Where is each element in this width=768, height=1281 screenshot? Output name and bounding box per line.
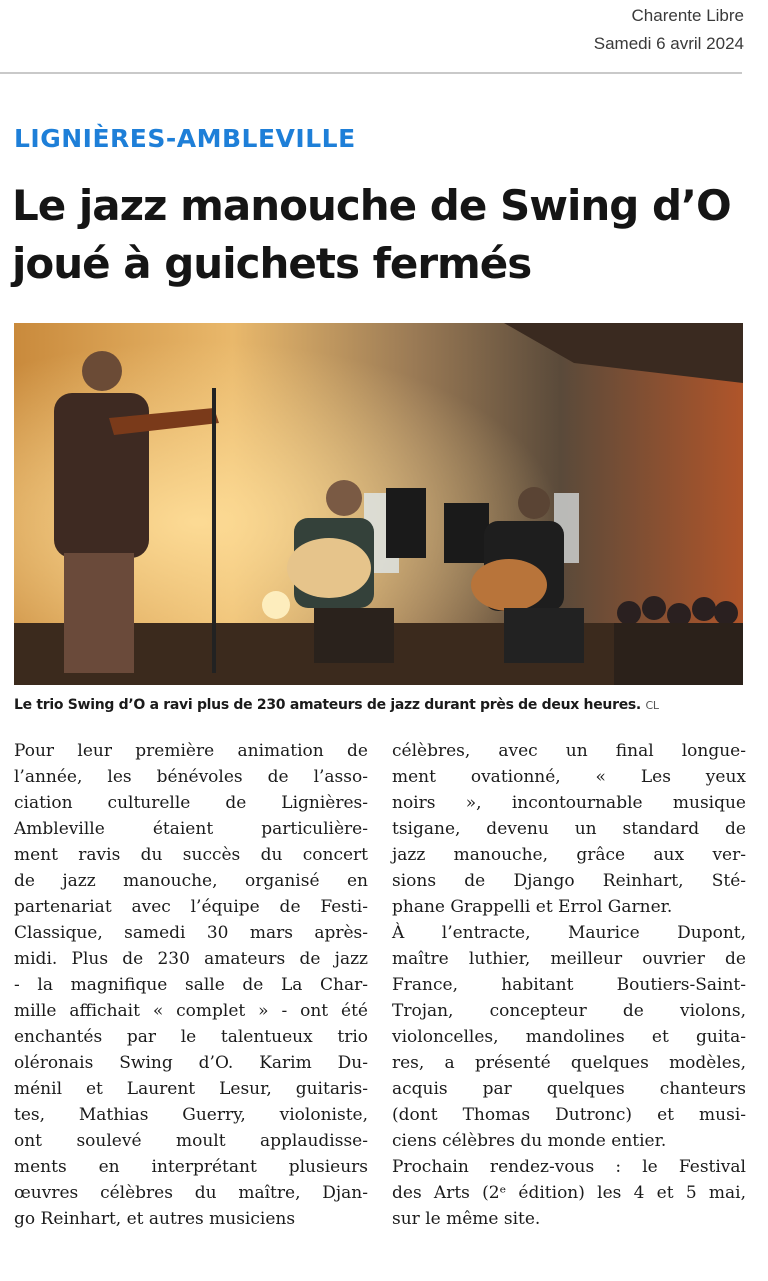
body-line: ont soulevé moult applaudisse- bbox=[14, 1131, 368, 1151]
body-line: tsigane, devenu un standard de bbox=[392, 819, 746, 839]
body-line: Classique, samedi 30 mars après- bbox=[14, 923, 368, 943]
concert-photo bbox=[14, 323, 743, 685]
body-line: sur le même site. bbox=[392, 1209, 541, 1229]
photo-credit: CL bbox=[645, 699, 659, 712]
body-line: l’année, les bénévoles de l’asso- bbox=[14, 767, 368, 787]
body-line: partenariat avec l’équipe de Festi- bbox=[14, 897, 368, 917]
section-kicker: LIGNIÈRES-AMBLEVILLE bbox=[14, 124, 356, 153]
article-column-1 bbox=[14, 738, 368, 1232]
caption-text: Le trio Swing d’O a ravi plus de 230 amateurs de jazz durant près de deux heures. bbox=[14, 697, 641, 713]
body-line: sions de Django Reinhart, Sté- bbox=[392, 871, 746, 891]
body-line: ciens célèbres du monde entier. bbox=[392, 1131, 667, 1151]
body-line: res, a présenté quelques modèles, bbox=[392, 1053, 746, 1073]
body-line: œuvres célèbres du maître, Djan- bbox=[14, 1183, 368, 1203]
body-line: enchantés par le talentueux trio bbox=[14, 1027, 368, 1047]
body-line: ménil et Laurent Lesur, guitaris- bbox=[14, 1079, 368, 1099]
body-line: Ambleville étaient particulière- bbox=[14, 819, 368, 839]
body-line: oléronais Swing d’O. Karim Du- bbox=[14, 1053, 368, 1073]
body-line: violoncelles, mandolines et guita- bbox=[392, 1027, 746, 1047]
body-line: ciation culturelle de Lignières- bbox=[14, 793, 368, 813]
body-line: France, habitant Boutiers-Saint- bbox=[392, 975, 746, 995]
body-line: À l’entracte, Maurice Dupont, bbox=[392, 923, 746, 943]
body-line: Pour leur première animation de bbox=[14, 741, 368, 761]
body-line: phane Grappelli et Errol Garner. bbox=[392, 897, 673, 917]
body-line: Trojan, concepteur de violons, bbox=[392, 1001, 746, 1021]
article-column-2 bbox=[392, 738, 746, 1232]
body-line: ment ravis du succès du concert bbox=[14, 845, 368, 865]
body-line: ment ovationné, « Les yeux bbox=[392, 767, 746, 787]
body-line: go Reinhart, et autres musiciens bbox=[14, 1209, 296, 1229]
headline-line: joué à guichets fermés bbox=[12, 239, 532, 288]
masthead bbox=[594, 2, 744, 58]
body-line: mille affichait « complet » - ont été bbox=[14, 1001, 368, 1021]
newspaper-name: Charente Libre bbox=[631, 6, 744, 25]
issue-date: Samedi 6 avril 2024 bbox=[593, 34, 744, 53]
headline-line: Le jazz manouche de Swing d’O bbox=[12, 181, 731, 230]
body-line: de jazz manouche, organisé en bbox=[14, 871, 368, 891]
body-line: - la magnifique salle de La Char- bbox=[14, 975, 368, 995]
body-line: célèbres, avec un final longue- bbox=[392, 741, 746, 761]
body-line: noirs », incontournable musique bbox=[392, 793, 746, 813]
headline bbox=[12, 177, 752, 293]
body-line: acquis par quelques chanteurs bbox=[392, 1079, 746, 1099]
body-line: Prochain rendez-vous : le Festival bbox=[392, 1157, 746, 1177]
body-line: midi. Plus de 230 amateurs de jazz bbox=[14, 949, 368, 969]
body-line: maître luthier, meilleur ouvrier de bbox=[392, 949, 746, 969]
photo-caption bbox=[14, 697, 754, 713]
body-line: tes, Mathias Guerry, violoniste, bbox=[14, 1105, 368, 1125]
header-divider bbox=[0, 72, 742, 74]
body-line: ments en interprétant plusieurs bbox=[14, 1157, 368, 1177]
body-line: (dont Thomas Dutronc) et musi- bbox=[392, 1105, 746, 1125]
concert-photo-illustration bbox=[14, 323, 743, 685]
body-line: jazz manouche, grâce aux ver- bbox=[392, 845, 746, 865]
body-line: des Arts (2ᵉ édition) les 4 et 5 mai, bbox=[392, 1183, 746, 1203]
